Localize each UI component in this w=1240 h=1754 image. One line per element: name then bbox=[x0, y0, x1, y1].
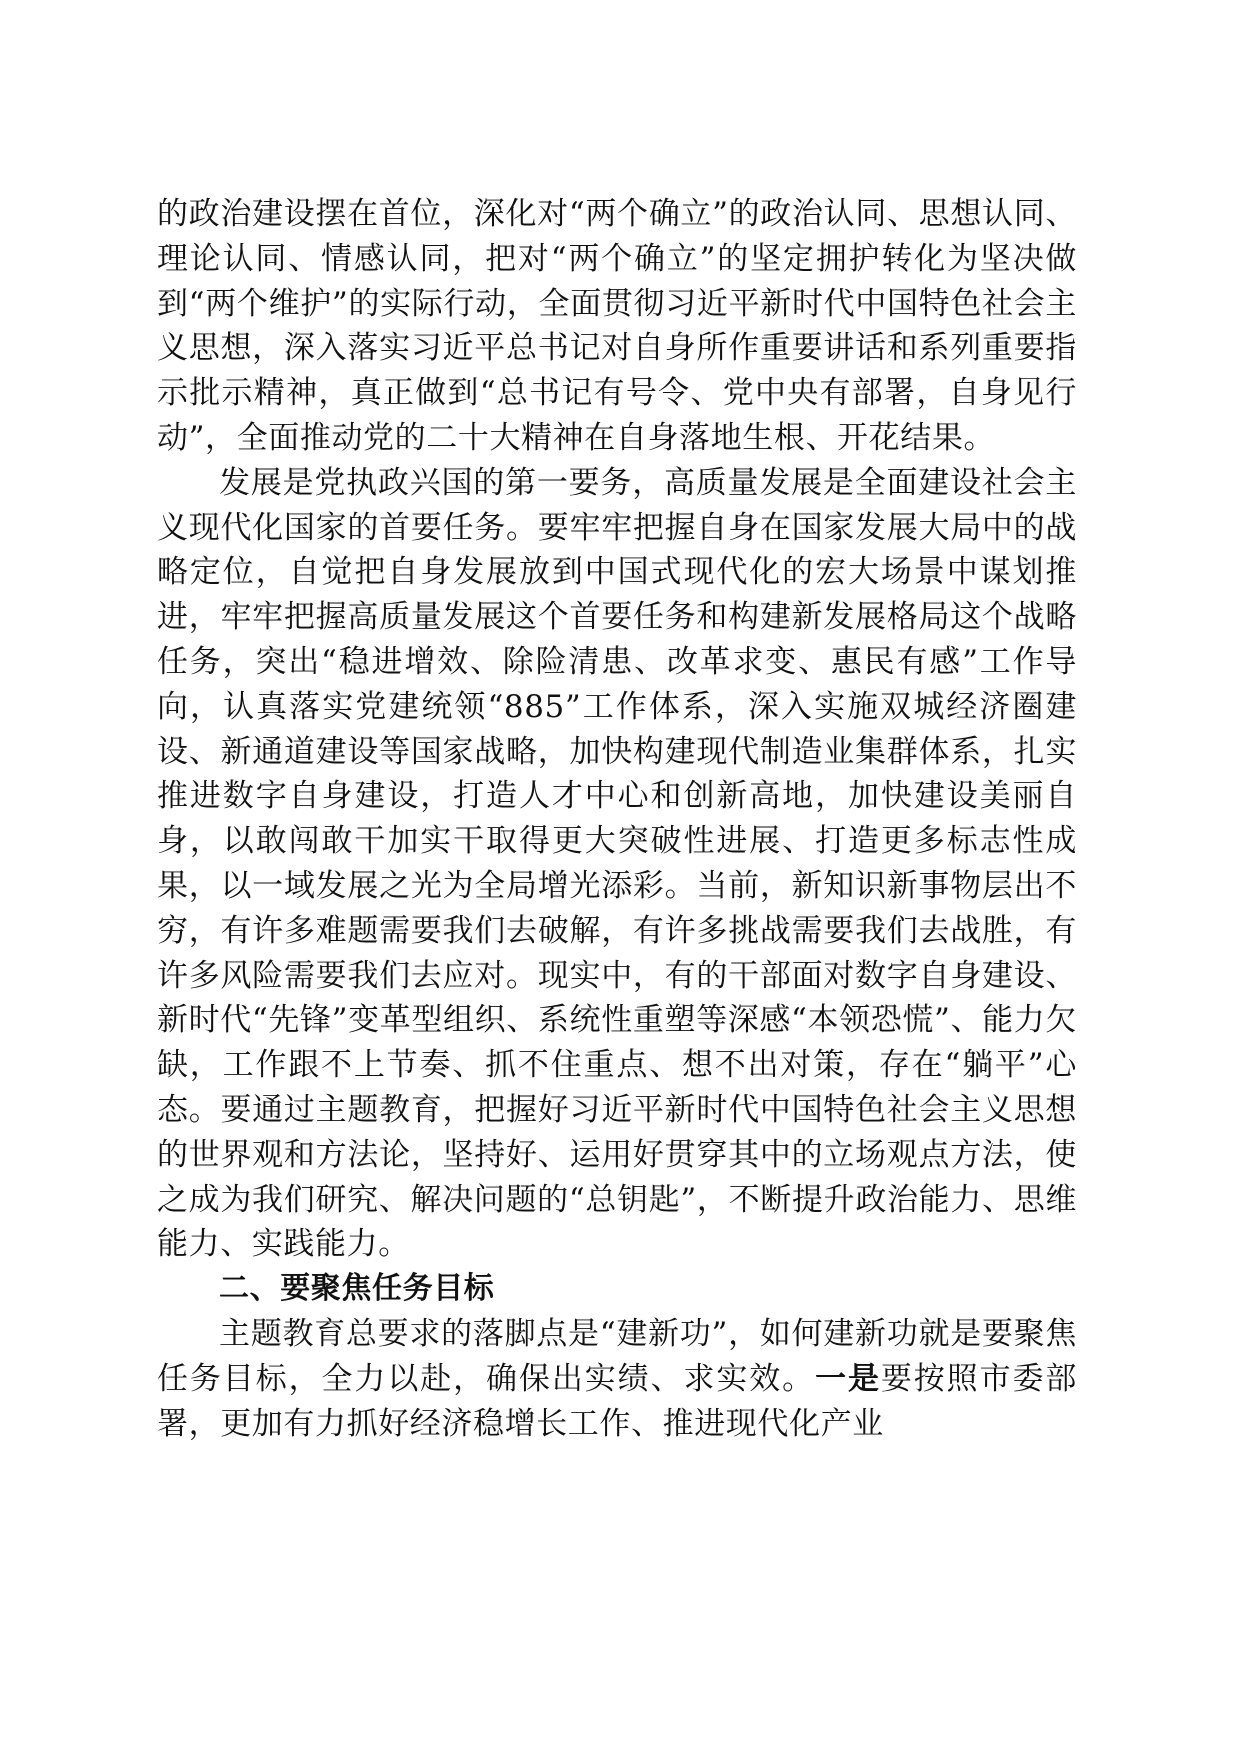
section-heading-task-goals: 二、要聚焦任务目标 bbox=[219, 1271, 495, 1307]
paragraph-political-building: 的政治建设摆在首位，深化对“两个确立”的政治认同、思想认同、理论认同、情感认同，把对“两个确立”的坚定拥护转化为坚决做到“两个维护”的实际行动，全面贯彻习近平新时代中国特色社会主义思想，深入落实习近平总书记对自身所作重要讲话和系列重要指示批示精神，真正做到“总书记有号令、党中央有部署，自身见行动”，全面推动党的二十大精神在自身落地生根、开花结果。 bbox=[157, 196, 1077, 456]
paragraph-task-goals-start: 主题教育总要求的落脚点是“建新功”，如何建新功就是要聚焦任务目标，全力以赴，确保出实绩、求实效。 bbox=[157, 1315, 1077, 1397]
document-body bbox=[157, 192, 1077, 1446]
paragraph-development: 发展是党执政兴国的第一要务，高质量发展是全面建设社会主义现代化国家的首要任务。要牢牢把握自身在国家发展大局中的战略定位，自觉把自身发展放到中国式现代化的宏大场景中谋划推进，牢牢把握高质量发展这个首要任务和构建新发展格局这个战略任务，突出“稳进增效、除险清患、改革求变、惠民有感”工作导向，认真落实党建统领“885”工作体系，深入实施双城经济圈建设、新通道建设等国家战略，加快构建现代制造业集群体系，扎实推进数字自身建设，打造人才中心和创新高地，加快建设美丽自身，以敢闯敢干加实干取得更大突破性进展、打造更多标志性成果，以一域发展之光为全局增光添彩。当前，新知识新事物层出不穷，有许多难题需要我们去破解，有许多挑战需要我们去战胜，有许多风险需要我们去应对。现实中，有的干部面对数字自身建设、新时代“先锋”变革型组织、系统性重塑等深感“本领恐慌”、能力欠缺，工作跟不上节奏、抓不住重点、想不出对策，存在“躺平”心态。要通过主题教育，把握好习近平新时代中国特色社会主义思想的世界观和方法论，坚持好、运用好贯穿其中的立场观点方法，使之成为我们研究、解决问题的“总钥匙”，不断提升政治能力、思维能力、实践能力。 bbox=[157, 464, 1077, 1263]
paragraph-task-goals-bold-marker: 一是 bbox=[815, 1360, 881, 1397]
paragraph-task-goals bbox=[157, 1312, 1077, 1446]
paragraph-task-goals-end: 要按照市委部署，更加有力抓好经济稳增长工作、推进现代化产业 bbox=[157, 1360, 1077, 1442]
